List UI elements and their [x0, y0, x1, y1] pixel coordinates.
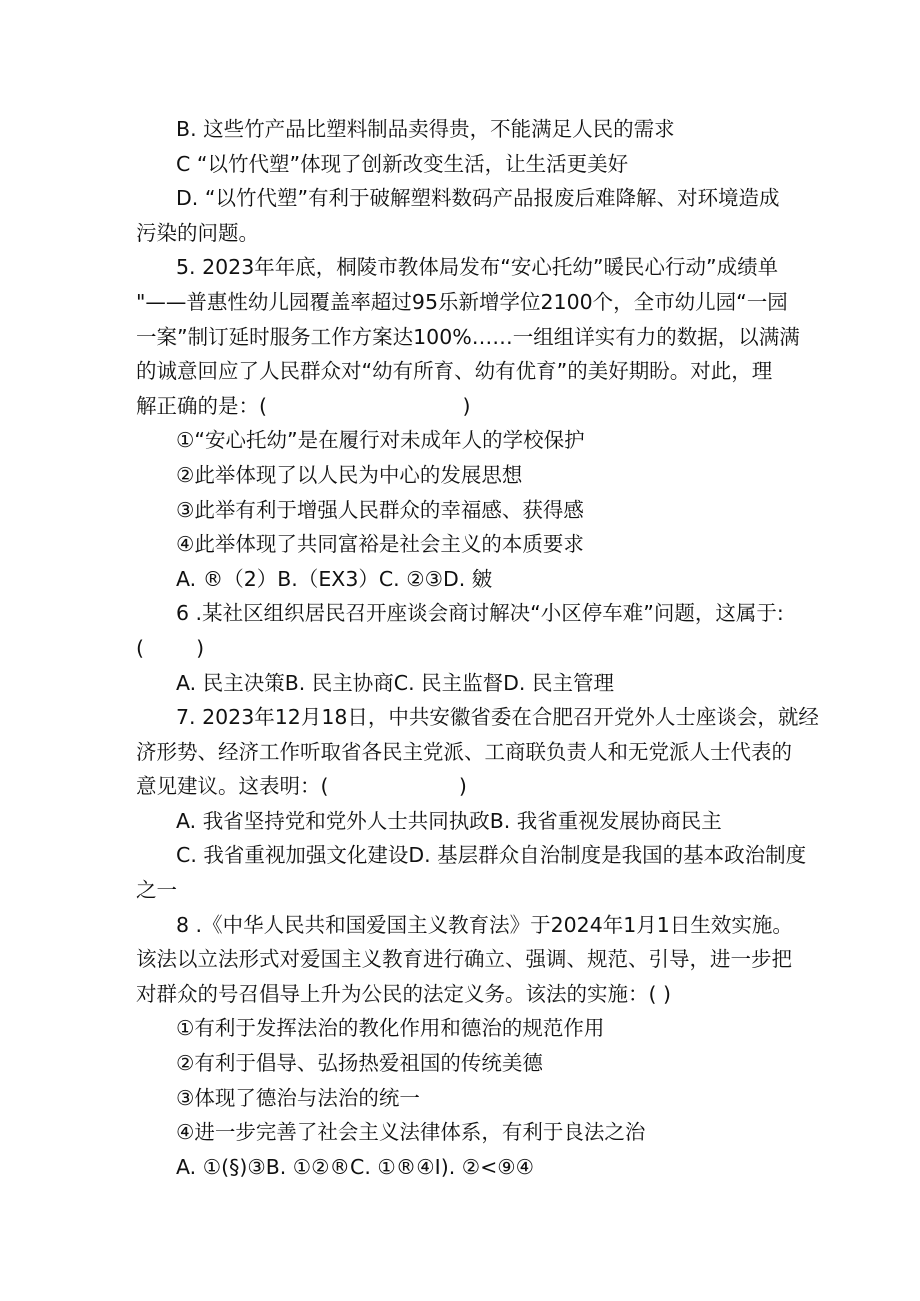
option-4c: C “以竹代塑”体现了创新改变生活，让生活更美好 — [176, 151, 629, 176]
question-8-stem-line-3: 对群众的号召倡导上升为公民的法定义务。该法的实施：( ) — [136, 981, 672, 1006]
question-6-answer-blank: ( ) — [136, 635, 205, 660]
question-5-stem: 5. 2023年年底，桐陵市教体局发布“安心托幼”暖民心行动”成绩单 — [176, 255, 779, 280]
question-8-item-1: ①有利于发挥法治的教化作用和德治的规范作用 — [176, 1016, 605, 1041]
option-4d: D. “以竹代塑”有利于破解塑料数码产品报废后难降解、对环境造成 — [176, 186, 780, 211]
question-7-stem-line-3: 意见建议。这表明：( ) — [136, 774, 467, 799]
question-5-item-3: ③此举有利于增强人民群众的幸福感、获得感 — [176, 497, 584, 522]
question-7-options-cd-continued: 之一 — [136, 878, 177, 903]
question-5-item-4: ④此举体现了共同富裕是社会主义的本质要求 — [176, 532, 584, 557]
question-6-stem: 6 .某社区组织居民召开座谈会商讨解决“小区停车难”问题，这属于: — [176, 601, 784, 626]
document-body — [136, 112, 819, 1184]
question-8-options: A. ①(§)③B. ①②®C. ①®④I). ②<⑨④ — [176, 1154, 535, 1179]
question-8-item-2: ②有利于倡导、弘扬热爱祖国的传统美德 — [176, 1051, 543, 1076]
question-5-stem-line-4: 的诚意回应了人民群众对“幼有所育、幼有优育”的美好期盼。对此，理 — [136, 359, 773, 384]
question-5-stem-line-2: "——普惠性幼儿园覆盖率超过95乐新增学位2100个，全市幼儿园“一园 — [136, 289, 788, 314]
question-5-stem-line-5: 解正确的是：( ) — [136, 393, 471, 418]
question-7-stem: 7. 2023年12月18日，中共安徽省委在合肥召开党外人士座谈会，就经 — [176, 705, 819, 730]
question-5-options: A. ®（2）B.（EX3）C. ②③D. 皴 — [176, 566, 493, 591]
question-7-options-cd: C. 我省重视加强文化建设D. 基层群众自治制度是我国的基本政治制度 — [176, 843, 807, 868]
question-8-item-4: ④进一步完善了社会主义法律体系，有利于良法之治 — [176, 1120, 646, 1145]
option-4d-continued: 污染的问题。 — [136, 220, 259, 245]
question-5-stem-line-3: 一案”制订延时服务工作方案达100%……一组组详实有力的数据，以满满 — [136, 324, 800, 349]
question-8-stem-line-2: 该法以立法形式对爱国主义教育进行确立、强调、规范、引导，进一步把 — [136, 947, 792, 972]
question-7-stem-line-2: 济形势、经济工作听取省各民主党派、工商联负责人和无党派人士代表的 — [136, 739, 792, 764]
option-4b: B. 这些竹产品比塑料制品卖得贵，不能满足人民的需求 — [176, 117, 675, 141]
question-6-options: A. 民主决策B. 民主协商C. 民主监督D. 民主管理 — [176, 670, 614, 695]
question-8-stem: 8 .《中华人民共和国爱国主义教育法》于2024年1月1日生效实施。 — [176, 912, 793, 937]
question-8-item-3: ③体现了德治与法治的统一 — [176, 1085, 420, 1110]
question-7-options-ab: A. 我省坚持党和党外人士共同执政B. 我省重视发展协商民主 — [176, 808, 722, 833]
question-5-item-2: ②此举体现了以人民为中心的发展思想 — [176, 462, 523, 487]
question-5-item-1: ①“安心托幼”是在履行对未成年人的学校保护 — [176, 428, 585, 453]
